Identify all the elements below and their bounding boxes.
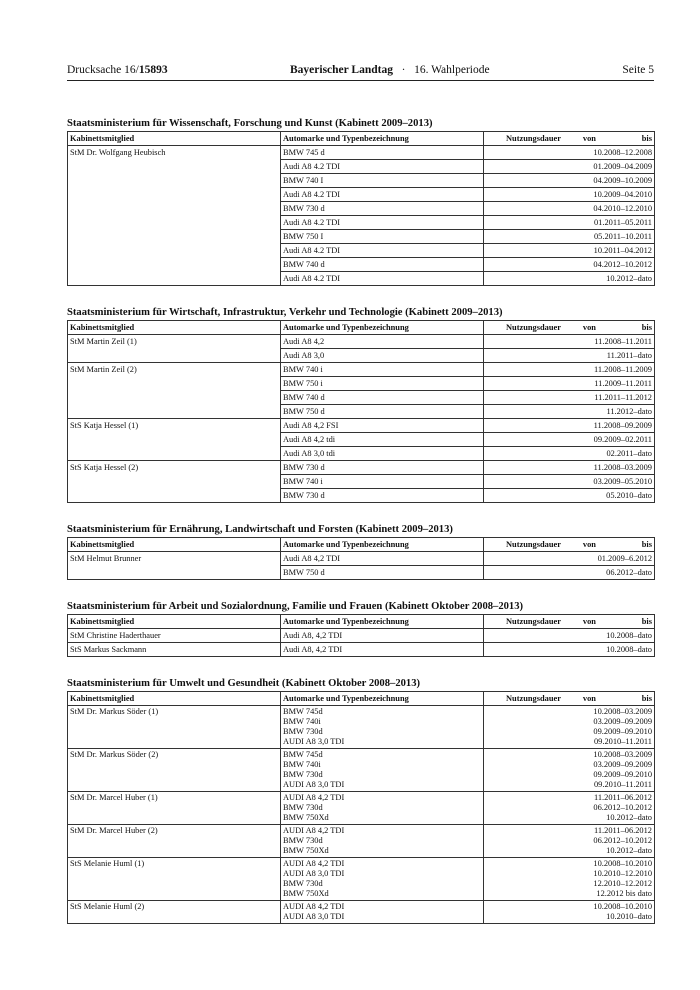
car-model: Audi A8 4.2 TDI bbox=[281, 216, 484, 230]
to-label: bis bbox=[641, 694, 652, 703]
car-model: BMW 740 I bbox=[281, 174, 484, 188]
from-label: von bbox=[582, 134, 596, 143]
usage-period: 10.2008–12.2008 bbox=[484, 146, 655, 160]
table-row bbox=[68, 363, 655, 377]
usage-period: 03.2009–05.2010 bbox=[484, 475, 655, 489]
car-model: BMW 750Xd bbox=[283, 813, 329, 822]
column-header-member: Kabinettsmitglied bbox=[68, 538, 281, 552]
column-header-duration bbox=[484, 538, 655, 552]
usage-period: 01.2009–6.2012 bbox=[484, 552, 655, 566]
car-model: BMW 730 d bbox=[281, 489, 484, 503]
to-label: bis bbox=[641, 134, 652, 143]
usage-period: 10.2010–dato bbox=[606, 912, 652, 921]
table-row bbox=[68, 419, 655, 433]
usage-period: 09.2009–09.2010 bbox=[593, 727, 652, 736]
table-row bbox=[68, 792, 655, 825]
car-model: AUDI A8 4,2 TDI bbox=[283, 902, 345, 911]
car-cell bbox=[281, 901, 484, 924]
member-name: StS Markus Sackmann bbox=[68, 643, 281, 657]
table-row bbox=[68, 825, 655, 858]
usage-period: 10.2008–10.2010 bbox=[593, 859, 652, 868]
usage-period: 06.2012–10.2012 bbox=[593, 803, 652, 812]
page-number: Seite 5 bbox=[622, 64, 654, 76]
duration-label: Nutzungsdauer bbox=[506, 617, 561, 626]
section-title: Staatsministerium für Arbeit und Sozialordnung, Familie und Frauen (Kabinett Oktober 2008–2013) bbox=[67, 601, 524, 612]
member-name: StS Melanie Huml (2) bbox=[68, 901, 281, 924]
to-label: bis bbox=[641, 323, 652, 332]
to-label: bis bbox=[641, 617, 652, 626]
vehicle-table bbox=[67, 691, 655, 924]
section-title: Staatsministerium für Wissenschaft, Forschung und Kunst (Kabinett 2009–2013) bbox=[67, 118, 433, 129]
car-model: BMW 745d bbox=[283, 750, 323, 759]
car-model: BMW 740i bbox=[283, 717, 321, 726]
usage-period: 06.2012–10.2012 bbox=[593, 836, 652, 845]
usage-period: 11.2008–03.2009 bbox=[484, 461, 655, 475]
table-header-row bbox=[68, 132, 655, 146]
table-row bbox=[68, 858, 655, 901]
column-header-duration bbox=[484, 132, 655, 146]
document-page bbox=[67, 64, 654, 924]
column-header-member: Kabinettsmitglied bbox=[68, 321, 281, 335]
usage-period: 03.2009–09.2009 bbox=[593, 717, 652, 726]
usage-period: 02.2011–dato bbox=[484, 447, 655, 461]
table-header-row bbox=[68, 538, 655, 552]
usage-period: 11.2009–11.2011 bbox=[484, 377, 655, 391]
member-name: StS Katja Hessel (2) bbox=[68, 461, 281, 503]
car-model: Audi A8 4,2 bbox=[281, 335, 484, 349]
usage-period: 04.2012–10.2012 bbox=[484, 258, 655, 272]
member-name: StM Helmut Brunner bbox=[68, 552, 281, 580]
car-cell bbox=[281, 749, 484, 792]
usage-period: 11.2011–06.2012 bbox=[593, 793, 652, 802]
column-header-car: Automarke und Typenbezeichnung bbox=[281, 132, 484, 146]
car-model: AUDI A8 3,0 TDI bbox=[283, 737, 345, 746]
column-header-car: Automarke und Typenbezeichnung bbox=[281, 615, 484, 629]
doc-reference: Drucksache 16/15893 bbox=[67, 64, 168, 76]
column-header-member: Kabinettsmitglied bbox=[68, 132, 281, 146]
member-name: StS Katja Hessel (1) bbox=[68, 419, 281, 461]
usage-period: 04.2009–10.2009 bbox=[484, 174, 655, 188]
column-header-car: Automarke und Typenbezeichnung bbox=[281, 692, 484, 706]
usage-period: 11.2011–06.2012 bbox=[593, 826, 652, 835]
table-row bbox=[68, 706, 655, 749]
usage-period: 10.2009–04.2010 bbox=[484, 188, 655, 202]
period-cell bbox=[484, 749, 655, 792]
car-model: BMW 750 d bbox=[281, 566, 484, 580]
member-name: StM Martin Zeil (1) bbox=[68, 335, 281, 363]
car-model: BMW 740 i bbox=[281, 475, 484, 489]
usage-period: 10.2011–04.2012 bbox=[484, 244, 655, 258]
car-model: Audi A8, 4,2 TDI bbox=[281, 643, 484, 657]
usage-period: 12.2012 bis dato bbox=[596, 889, 652, 898]
car-model: Audi A8, 4,2 TDI bbox=[281, 629, 484, 643]
section-title: Staatsministerium für Ernährung, Landwirtschaft und Forsten (Kabinett 2009–2013) bbox=[67, 524, 453, 535]
usage-period: 10.2010–12.2010 bbox=[593, 869, 652, 878]
vehicle-table bbox=[67, 537, 655, 580]
car-model: BMW 745d bbox=[283, 707, 323, 716]
table-row bbox=[68, 461, 655, 475]
car-model: BMW 730d bbox=[283, 770, 323, 779]
car-model: BMW 745 d bbox=[281, 146, 484, 160]
usage-period: 10.2008–dato bbox=[484, 629, 655, 643]
usage-period: 10.2008–10.2010 bbox=[593, 902, 652, 911]
usage-period: 04.2010–12.2010 bbox=[484, 202, 655, 216]
car-model: BMW 740 d bbox=[281, 258, 484, 272]
period-cell bbox=[484, 901, 655, 924]
column-header-duration bbox=[484, 321, 655, 335]
car-model: Audi A8 4,2 FSI bbox=[281, 419, 484, 433]
usage-period: 09.2010–11.2011 bbox=[593, 780, 652, 789]
car-model: Audi A8 4.2 TDI bbox=[281, 160, 484, 174]
from-label: von bbox=[582, 694, 596, 703]
car-model: BMW 730 d bbox=[281, 461, 484, 475]
car-model: BMW 750Xd bbox=[283, 846, 329, 855]
table-row bbox=[68, 749, 655, 792]
table-row bbox=[68, 335, 655, 349]
car-model: BMW 750Xd bbox=[283, 889, 329, 898]
page-header bbox=[67, 64, 654, 79]
usage-period: 09.2009–02.2011 bbox=[484, 433, 655, 447]
member-name: StS Melanie Huml (1) bbox=[68, 858, 281, 901]
vehicle-table bbox=[67, 614, 655, 657]
to-label: bis bbox=[641, 540, 652, 549]
car-cell bbox=[281, 792, 484, 825]
usage-period: 11.2011–11.2012 bbox=[484, 391, 655, 405]
table-row bbox=[68, 146, 655, 160]
section-title: Staatsministerium für Wirtschaft, Infrastruktur, Verkehr und Technologie (Kabinett 2009–2013) bbox=[67, 307, 503, 318]
member-name: StM Martin Zeil (2) bbox=[68, 363, 281, 419]
period-cell bbox=[484, 792, 655, 825]
duration-label: Nutzungsdauer bbox=[506, 540, 561, 549]
period-cell bbox=[484, 825, 655, 858]
car-model: BMW 740 d bbox=[281, 391, 484, 405]
car-model: Audi A8 4.2 TDI bbox=[281, 188, 484, 202]
column-header-car: Automarke und Typenbezeichnung bbox=[281, 538, 484, 552]
vehicle-table bbox=[67, 131, 655, 286]
vehicle-table bbox=[67, 320, 655, 503]
table-row bbox=[68, 629, 655, 643]
usage-period: 05.2011–10.2011 bbox=[484, 230, 655, 244]
usage-period: 12.2010–12.2012 bbox=[593, 879, 652, 888]
table-header-row bbox=[68, 692, 655, 706]
member-name: StM Dr. Markus Söder (2) bbox=[68, 749, 281, 792]
car-cell bbox=[281, 825, 484, 858]
usage-period: 11.2008–11.2011 bbox=[484, 335, 655, 349]
car-model: Audi A8 4,2 TDI bbox=[281, 552, 484, 566]
period-cell bbox=[484, 858, 655, 901]
car-model: BMW 730d bbox=[283, 836, 323, 845]
from-label: von bbox=[582, 540, 596, 549]
car-model: AUDI A8 4,2 TDI bbox=[283, 793, 345, 802]
table-header-row bbox=[68, 615, 655, 629]
usage-period: 11.2008–11.2009 bbox=[484, 363, 655, 377]
usage-period: 09.2009–09.2010 bbox=[593, 770, 652, 779]
usage-period: 11.2011–dato bbox=[484, 349, 655, 363]
usage-period: 10.2012–dato bbox=[606, 813, 652, 822]
period-cell bbox=[484, 706, 655, 749]
section-title: Staatsministerium für Umwelt und Gesundheit (Kabinett Oktober 2008–2013) bbox=[67, 678, 421, 689]
usage-period: 10.2008–03.2009 bbox=[593, 750, 652, 759]
car-model: BMW 730d bbox=[283, 727, 323, 736]
column-header-duration bbox=[484, 692, 655, 706]
header-rule bbox=[67, 80, 654, 81]
car-model: BMW 750 i bbox=[281, 377, 484, 391]
usage-period: 10.2008–03.2009 bbox=[593, 707, 652, 716]
duration-label: Nutzungsdauer bbox=[506, 323, 561, 332]
member-name: StM Dr. Marcel Huber (1) bbox=[68, 792, 281, 825]
car-model: AUDI A8 3,0 TDI bbox=[283, 780, 345, 789]
table-row bbox=[68, 643, 655, 657]
car-model: AUDI A8 4,2 TDI bbox=[283, 859, 345, 868]
car-model: BMW 730d bbox=[283, 803, 323, 812]
header-center: Bayerischer Landtag · 16. Wahlperiode bbox=[290, 64, 490, 76]
car-cell bbox=[281, 706, 484, 749]
car-model: Audi A8 3,0 bbox=[281, 349, 484, 363]
member-name: StM Dr. Marcel Huber (2) bbox=[68, 825, 281, 858]
member-name: StM Dr. Markus Söder (1) bbox=[68, 706, 281, 749]
usage-period: 03.2009–09.2009 bbox=[593, 760, 652, 769]
table-header-row bbox=[68, 321, 655, 335]
usage-period: 11.2008–09.2009 bbox=[484, 419, 655, 433]
column-header-duration bbox=[484, 615, 655, 629]
car-model: BMW 740 i bbox=[281, 363, 484, 377]
car-cell bbox=[281, 858, 484, 901]
car-model: AUDI A8 3,0 TDI bbox=[283, 869, 345, 878]
car-model: Audi A8 4.2 TDI bbox=[281, 244, 484, 258]
usage-period: 01.2011–05.2011 bbox=[484, 216, 655, 230]
usage-period: 01.2009–04.2009 bbox=[484, 160, 655, 174]
car-model: Audi A8 4,2 tdi bbox=[281, 433, 484, 447]
member-name: StM Christine Haderthauer bbox=[68, 629, 281, 643]
column-header-member: Kabinettsmitglied bbox=[68, 615, 281, 629]
usage-period: 10.2012–dato bbox=[484, 272, 655, 286]
from-label: von bbox=[582, 323, 596, 332]
usage-period: 10.2012–dato bbox=[606, 846, 652, 855]
table-row bbox=[68, 901, 655, 924]
usage-period: 09.2010–11.2011 bbox=[593, 737, 652, 746]
car-model: BMW 730d bbox=[283, 879, 323, 888]
usage-period: 05.2010–dato bbox=[484, 489, 655, 503]
car-model: Audi A8 4.2 TDI bbox=[281, 272, 484, 286]
sections-container bbox=[67, 118, 654, 924]
car-model: Audi A8 3,0 tdi bbox=[281, 447, 484, 461]
usage-period: 10.2008–dato bbox=[484, 643, 655, 657]
car-model: BMW 750 d bbox=[281, 405, 484, 419]
from-label: von bbox=[582, 617, 596, 626]
member-name: StM Dr. Wolfgang Heubisch bbox=[68, 146, 281, 286]
usage-period: 11.2012–dato bbox=[484, 405, 655, 419]
car-model: BMW 730 d bbox=[281, 202, 484, 216]
column-header-member: Kabinettsmitglied bbox=[68, 692, 281, 706]
duration-label: Nutzungsdauer bbox=[506, 694, 561, 703]
usage-period: 06.2012–dato bbox=[484, 566, 655, 580]
car-model: BMW 740i bbox=[283, 760, 321, 769]
duration-label: Nutzungsdauer bbox=[506, 134, 561, 143]
car-model: BMW 750 I bbox=[281, 230, 484, 244]
car-model: AUDI A8 4,2 TDI bbox=[283, 826, 345, 835]
car-model: AUDI A8 3,0 TDI bbox=[283, 912, 345, 921]
column-header-car: Automarke und Typenbezeichnung bbox=[281, 321, 484, 335]
table-row bbox=[68, 552, 655, 566]
